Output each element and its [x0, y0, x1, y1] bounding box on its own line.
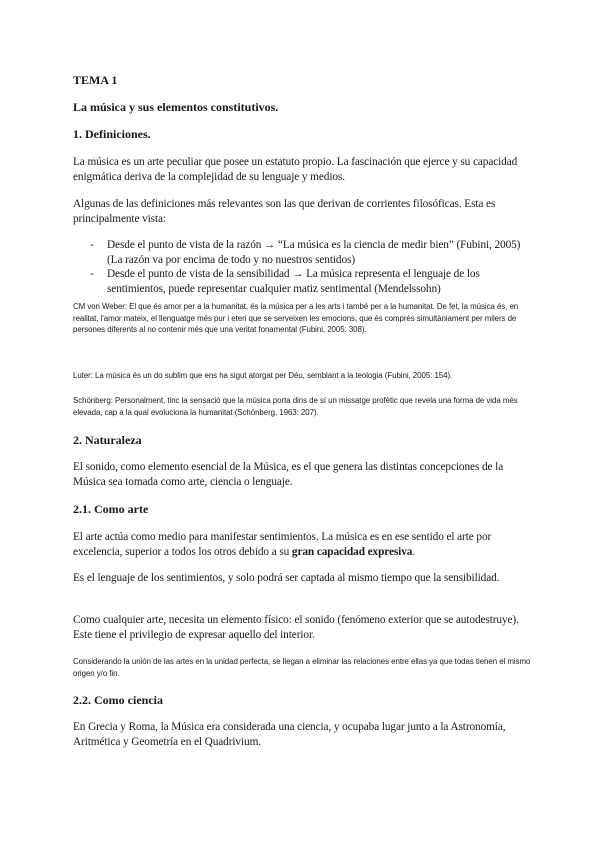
document-title: TEMA 1	[73, 73, 118, 87]
section-2-1-heading: 2.1. Como arte	[73, 502, 149, 516]
section-2-1-note: Considerando la unión de las artes en la unidad perfecta, se llegan a eliminar las relaciones entre ellas ya que todas tienen el mismo origen y/o fin.	[73, 657, 531, 678]
section-2-heading: 2. Naturaleza	[73, 433, 142, 447]
section-2-1-paragraph-1: El arte actúa como medio para manifestar sentimientos. La música es en ese sentido el arte por excelencia, superior a todos los otros debido a su gran capacidad expresiva.	[73, 531, 492, 558]
section-2-1-paragraph-2: Es el lenguaje de los sentimientos, y solo podrá ser captada al mismo tiempo que la sensibilidad.	[73, 572, 500, 584]
quote-luter: Luter: La música és un do sublim que ens ha sigut atorgat per Déu, semblant a la teologia (Fubini, 2005: 154).	[73, 371, 453, 380]
quote-schonberg: Schönberg: Personalment, tinc la sensació que la música porta dins de sí un missatge profètic que revela una forma de vida més elevada, cap a la qual evoluciona la humanitat (Schönberg, 1963: 207).	[73, 396, 518, 417]
section-2-2-heading: 2.2. Como ciencia	[73, 693, 163, 707]
definitions-list	[73, 238, 535, 296]
list-item: - Desde el punto de vista de la sensibilidad → La música representa el lenguaje de los sentimientos, puede representar cualquier matiz sentimental (Mendelssohn)	[73, 267, 535, 296]
section-2-2-paragraph-1: En Grecia y Roma, la Música era considerada una ciencia, y ocupaba lugar junto a la Astronomía, Aritmética y Geometría en el Quadrivium.	[73, 721, 506, 748]
quote-weber: CM von Weber: El que és amor per a la humanitat, és la música per a les arts i també per a la humanitat. De fet, la música és, en realitat, l'amor mateix, el llenguatge més pur i eteri que se serveixen les emocions, que és comprès simultàniament per milers de persones diferents al no contenir més que una veritat fonamental (Fubini, 2005: 308).	[73, 302, 519, 334]
document-subtitle: La música y sus elementos constitutivos.	[73, 100, 279, 114]
section-1-paragraph-1: La música es un arte peculiar que posee un estatuto propio. La fascinación que ejerce y su capacidad enigmática deriva de la complejidad de su lenguaje y medios.	[73, 156, 518, 183]
emphasis-text: gran capacidad expresiva	[291, 545, 413, 558]
section-2-1-paragraph-3: Como cualquier arte, necesita un elemento físico: el sonido (fenómeno exterior que se autodestruye). Este tiene el privilegio de expresar aquello del interior.	[73, 614, 519, 641]
section-1-paragraph-2: Algunas de las definiciones más relevantes son las que derivan de corrientes filosóficas. Esta es principalmente vista:	[73, 198, 496, 225]
section-2-paragraph-1: El sonido, como elemento esencial de la Música, es el que genera las distintas concepciones de la Música sea tomada como arte, ciencia o lenguaje.	[73, 461, 504, 488]
list-item: - Desde el punto de vista de la razón → “La música es la ciencia de medir bien” (Fubini, 2005) (La razón va por encima de todo y no nuestros sentidos)	[73, 238, 535, 267]
section-1-heading: 1. Definiciones.	[73, 127, 151, 141]
